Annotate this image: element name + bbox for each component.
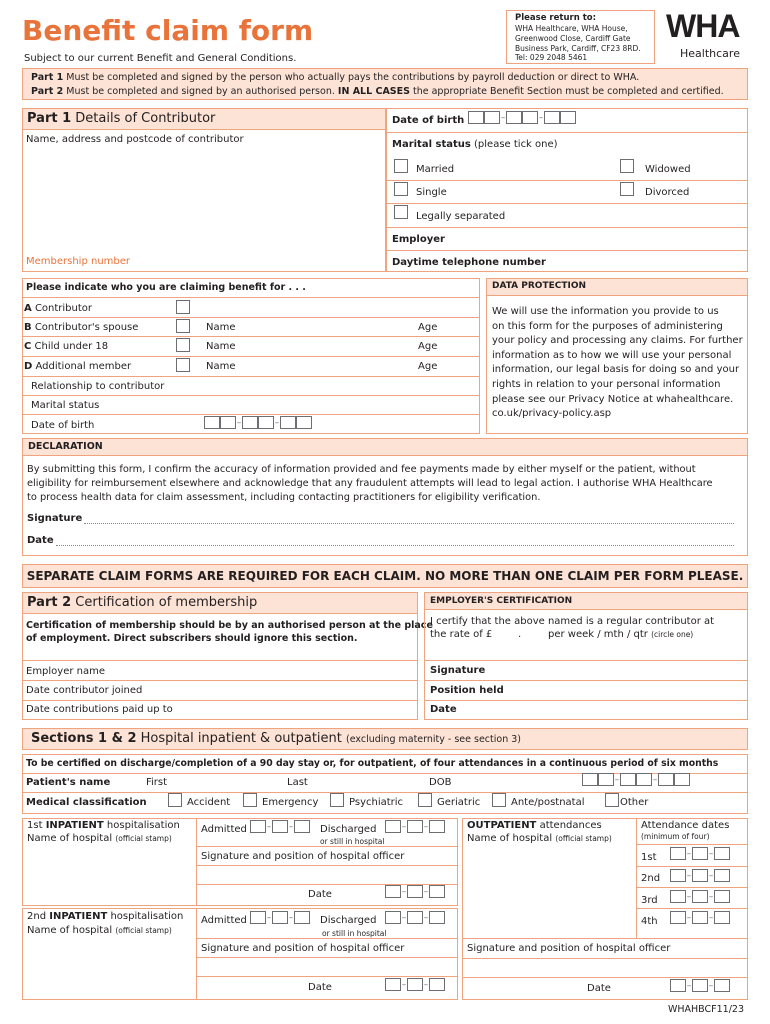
part2-label: Part 2 bbox=[27, 595, 72, 610]
last-name-label: Last bbox=[287, 777, 308, 788]
option-b-letter: B bbox=[24, 322, 32, 333]
cert-position-label: Position held bbox=[430, 685, 504, 696]
part1-title: Details of Contributor bbox=[75, 111, 216, 126]
age-label: Age bbox=[418, 361, 438, 372]
rate-period[interactable]: per week / mth / qtr bbox=[548, 629, 648, 640]
accident-label: Accident bbox=[187, 797, 231, 808]
part1-header bbox=[22, 108, 386, 130]
attendance-dates-label: Attendance dates bbox=[641, 820, 730, 831]
attendance-4th-field[interactable]: – – bbox=[670, 911, 730, 924]
attendance-3rd-field[interactable]: – – bbox=[670, 890, 730, 903]
inpatient2-ord: 2nd bbox=[27, 911, 47, 922]
declaration-line: By submitting this form, I confirm the accuracy of information provided and fee payments made by either myself or the patient, without bbox=[27, 464, 696, 475]
declaration-line: eligibility for reimbursement elsewhere and acknowledge that any fraudulent attempts will lead to legal action. I authorise WHA Healthcare bbox=[27, 478, 713, 489]
intro-part1: Part 1 Must be completed and signed by the person who actually pays the contributions by payroll deduction or direct to WHA. bbox=[31, 72, 640, 83]
medical-class-label: Medical classification bbox=[26, 797, 147, 808]
inpatient1-admitted-label: Admitted bbox=[201, 824, 247, 835]
inpatient2-rest: hospitalisation bbox=[110, 911, 184, 922]
employer-cert-heading: EMPLOYER'S CERTIFICATION bbox=[430, 596, 573, 606]
declaration-line: to process health data for claim assessment, including contacting practitioners for eligibility verification. bbox=[27, 492, 541, 503]
marital-status-label: Marital status bbox=[392, 139, 471, 150]
claim-dob-label: Date of birth bbox=[31, 420, 95, 431]
divorced-checkbox[interactable] bbox=[620, 182, 634, 196]
part2-header bbox=[22, 592, 418, 614]
inpatient1-date-field[interactable]: – – bbox=[385, 885, 445, 898]
data-protection-line: We will use the information you provide to us bbox=[492, 306, 719, 317]
inpatient2-discharged-label: Discharged bbox=[320, 915, 377, 926]
married-label: Married bbox=[416, 164, 455, 175]
antepostnatal-label: Ante/postnatal bbox=[511, 797, 585, 808]
declaration-date-field[interactable] bbox=[56, 545, 734, 546]
inpatient2-hospital-label: Name of hospital bbox=[27, 925, 113, 936]
psychiatric-checkbox[interactable] bbox=[330, 793, 344, 807]
sections12-title: Hospital inpatient & outpatient bbox=[140, 731, 342, 746]
sections12-header bbox=[22, 728, 748, 750]
name-address-field[interactable] bbox=[26, 148, 382, 252]
attendance-4th-label: 4th bbox=[641, 916, 658, 927]
sections12-label: Sections 1 & 2 bbox=[31, 731, 137, 746]
claim-marital-label: Marital status bbox=[31, 400, 100, 411]
psychiatric-label: Psychiatric bbox=[349, 797, 404, 808]
data-protection-line: information as to how we will use your personal bbox=[492, 349, 732, 361]
employer-cert-line: I certify that the above named is a regular contributor at bbox=[430, 616, 715, 627]
option-d-letter: D bbox=[24, 361, 33, 372]
return-heading: Please return to: bbox=[515, 13, 597, 23]
employer-name-label: Employer name bbox=[26, 666, 106, 677]
inpatient1-still-label: or still in hospital bbox=[320, 837, 385, 846]
form-code: WHAHBCF11/23 bbox=[668, 1004, 745, 1015]
patient-dob-label: DOB bbox=[429, 777, 452, 788]
married-checkbox[interactable] bbox=[394, 159, 408, 173]
option-a-checkbox[interactable] bbox=[176, 300, 190, 314]
age-label: Age bbox=[418, 341, 438, 352]
divorced-label: Divorced bbox=[645, 187, 690, 198]
page-title: Benefit claim form bbox=[22, 14, 314, 47]
inpatient2-bold: INPATIENT bbox=[49, 911, 108, 922]
emergency-label: Emergency bbox=[262, 797, 319, 808]
employer-label: Employer bbox=[392, 234, 445, 245]
data-protection-header bbox=[486, 278, 748, 296]
data-protection-line: information, our legal basis for doing so and your bbox=[492, 364, 740, 376]
emergency-checkbox[interactable] bbox=[243, 793, 257, 807]
data-protection-line: on this form for the purposes of administering bbox=[492, 320, 723, 332]
data-protection-text bbox=[492, 305, 743, 422]
option-d-checkbox[interactable] bbox=[176, 358, 190, 372]
separated-label: Legally separated bbox=[416, 211, 506, 222]
phone-label: Daytime telephone number bbox=[392, 257, 546, 268]
outpatient-rest: attendances bbox=[539, 820, 602, 831]
employer-cert-header bbox=[424, 592, 748, 610]
intro-part2: Part 2 Must be completed and signed by an authorised person. IN ALL CASES the appropriate Benefit Section must be completed and certified. bbox=[31, 86, 724, 97]
first-name-label: First bbox=[146, 777, 168, 788]
part2-note: Certification of membership should be by an authorised person at the place bbox=[26, 620, 433, 631]
inpatient1-bold: INPATIENT bbox=[45, 820, 104, 831]
inpatient1-discharged-field[interactable]: – – bbox=[385, 820, 445, 833]
outpatient-box bbox=[462, 818, 748, 1000]
data-protection-line: please see our Privacy Notice at whahealthcare. bbox=[492, 393, 734, 405]
geriatric-checkbox[interactable] bbox=[418, 793, 432, 807]
intro-box bbox=[22, 68, 748, 100]
option-d-label: Additional member bbox=[35, 361, 132, 372]
outpatient-date-label: Date bbox=[587, 983, 611, 994]
inpatient2-date-field[interactable]: – – bbox=[385, 978, 445, 991]
patient-dob-field[interactable]: – – bbox=[582, 773, 690, 786]
inpatient1-admitted-field[interactable]: – – bbox=[250, 820, 310, 833]
data-protection-line: co.uk/privacy-policy.asp bbox=[492, 408, 612, 420]
data-protection-heading: DATA PROTECTION bbox=[492, 281, 587, 291]
antepostnatal-checkbox[interactable] bbox=[492, 793, 506, 807]
data-protection-line: rights in relation to your personal information bbox=[492, 378, 721, 390]
return-line: Tel: 029 2048 5461 bbox=[515, 53, 588, 62]
return-line: WHA Healthcare, WHA House, bbox=[515, 24, 628, 33]
option-b-label: Contributor's spouse bbox=[34, 322, 139, 333]
option-c-checkbox[interactable] bbox=[176, 338, 190, 352]
widowed-label: Widowed bbox=[645, 164, 691, 175]
certify-note: To be certified on discharge/completion of a 90 day stay or, for outpatient, of four attendances in a continuous period of six months bbox=[26, 758, 719, 769]
marital-hint: (please tick one) bbox=[474, 139, 558, 150]
outpatient-date-field[interactable]: – – bbox=[670, 979, 730, 992]
return-line: Business Park, Cardiff, CF23 8RD. bbox=[515, 44, 641, 53]
membership-number-label: Membership number bbox=[26, 256, 131, 267]
inpatient1-sig-label: Signature and position of hospital officer bbox=[201, 851, 405, 862]
declaration-text bbox=[27, 463, 713, 505]
separate-claims-banner bbox=[22, 564, 748, 588]
cert-date-label: Date bbox=[430, 704, 457, 715]
inpatient2-admitted-label: Admitted bbox=[201, 915, 247, 926]
dob-field[interactable]: – – bbox=[468, 111, 576, 124]
inpatient1-stamp: (official stamp) bbox=[115, 834, 172, 843]
return-line: Greenwood Close, Cardiff Gate bbox=[515, 34, 631, 43]
declaration-signature-label: Signature bbox=[27, 513, 83, 524]
date-joined-label: Date contributor joined bbox=[26, 685, 143, 696]
inpatient2-discharged-field[interactable]: – – bbox=[385, 911, 445, 924]
part1-label: Part 1 bbox=[27, 111, 72, 126]
option-a-label: Contributor bbox=[34, 303, 93, 314]
data-protection-line: your policy and processing any claims. For further bbox=[492, 335, 743, 347]
attendance-1st-label: 1st bbox=[641, 852, 657, 863]
patient-name-label: Patient's name bbox=[26, 777, 111, 788]
logo-sub: Healthcare bbox=[680, 47, 740, 60]
declaration-signature-field[interactable] bbox=[84, 523, 734, 524]
relationship-label: Relationship to contributor bbox=[31, 381, 165, 392]
banner-text: SEPARATE CLAIM FORMS ARE REQUIRED FOR EACH CLAIM. NO MORE THAN ONE CLAIM PER FORM PLEASE. bbox=[26, 569, 744, 583]
declaration-date-label: Date bbox=[27, 535, 54, 546]
other-label: Other bbox=[620, 797, 649, 808]
inpatient2-date-label: Date bbox=[308, 982, 332, 993]
inpatient1-rest: hospitalisation bbox=[106, 820, 180, 831]
inpatient2-admitted-field[interactable]: – – bbox=[250, 911, 310, 924]
declaration-heading: DECLARATION bbox=[28, 441, 103, 452]
age-label: Age bbox=[418, 322, 438, 333]
name-label: Name bbox=[206, 341, 236, 352]
attendance-1st-field[interactable]: – – bbox=[670, 847, 730, 860]
inpatient1-ord: 1st bbox=[27, 820, 43, 831]
other-checkbox[interactable] bbox=[605, 793, 619, 807]
sections12-note: (excluding maternity - see section 3) bbox=[346, 734, 521, 745]
paid-up-label: Date contributions paid up to bbox=[26, 704, 173, 715]
inpatient2-still-label: or still in hospital bbox=[322, 929, 387, 938]
return-address-box bbox=[506, 10, 655, 64]
declaration-header bbox=[22, 438, 748, 456]
name-address-label: Name, address and postcode of contributor bbox=[26, 134, 244, 145]
name-label: Name bbox=[206, 361, 236, 372]
single-checkbox[interactable] bbox=[394, 182, 408, 196]
separated-checkbox[interactable] bbox=[394, 205, 408, 219]
rate-label: the rate of £ bbox=[430, 629, 493, 640]
outpatient-hospital-label: Name of hospital bbox=[467, 833, 553, 844]
attendance-3rd-label: 3rd bbox=[641, 895, 658, 906]
claiming-heading: Please indicate who you are claiming benefit for . . . bbox=[26, 282, 306, 293]
part2-note: of employment. Direct subscribers should ignore this section. bbox=[26, 633, 358, 644]
option-c-label: Child under 18 bbox=[34, 341, 109, 352]
circle-hint: (circle one) bbox=[651, 630, 694, 639]
outpatient-stamp: (official stamp) bbox=[555, 834, 612, 843]
claim-dob-field[interactable]: – – bbox=[204, 416, 312, 429]
cert-signature-label: Signature bbox=[430, 665, 486, 676]
part2-title: Certification of membership bbox=[75, 595, 258, 610]
option-b-checkbox[interactable] bbox=[176, 319, 190, 333]
inpatient1-discharged-label: Discharged bbox=[320, 824, 377, 835]
outpatient-bold: OUTPATIENT bbox=[467, 820, 537, 831]
inpatient2-sig-label: Signature and position of hospital officer bbox=[201, 943, 405, 954]
subtitle: Subject to our current Benefit and General Conditions. bbox=[24, 53, 297, 64]
rate-decimal: . bbox=[518, 629, 522, 640]
name-label: Name bbox=[206, 322, 236, 333]
option-c-letter: C bbox=[24, 341, 32, 352]
dob-label: Date of birth bbox=[392, 115, 465, 126]
logo-mark: WHA bbox=[666, 8, 740, 44]
attendance-2nd-field[interactable]: – – bbox=[670, 869, 730, 882]
outpatient-sig-label: Signature and position of hospital officer bbox=[467, 943, 671, 954]
attendance-2nd-label: 2nd bbox=[641, 873, 661, 884]
inpatient1-date-label: Date bbox=[308, 889, 332, 900]
inpatient1-hospital-label: Name of hospital bbox=[27, 833, 113, 844]
attendance-min-label: (minimum of four) bbox=[641, 832, 710, 841]
geriatric-label: Geriatric bbox=[437, 797, 481, 808]
accident-checkbox[interactable] bbox=[168, 793, 182, 807]
inpatient2-stamp: (official stamp) bbox=[115, 926, 172, 935]
widowed-checkbox[interactable] bbox=[620, 159, 634, 173]
single-label: Single bbox=[416, 187, 447, 198]
option-a-letter: A bbox=[24, 303, 32, 314]
